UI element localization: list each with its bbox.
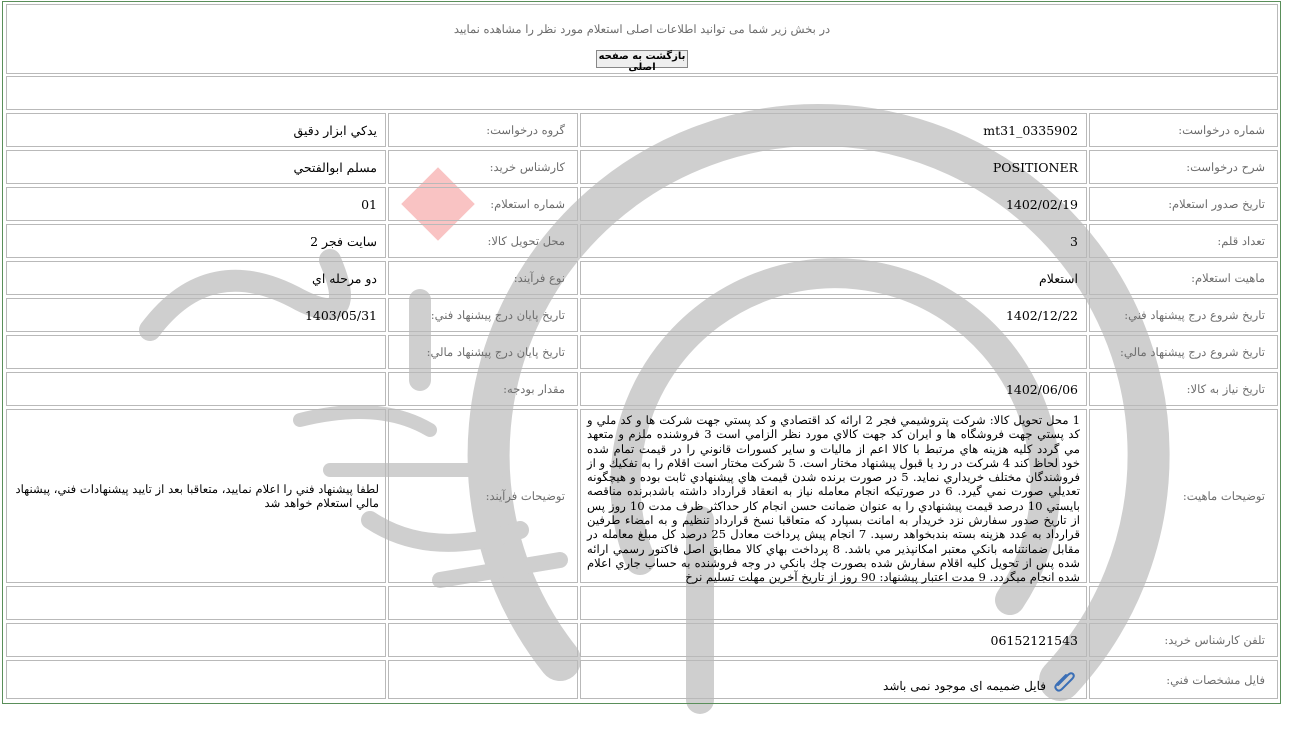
process-description-value: لطفا پيشنهاد فني را اعلام نماييد، متعاقبا بعد از تاييد پيشنهادات فني، پيشنهاد مالي استعلام خواهد شد: [6, 409, 386, 583]
inquiry-nature-value: استعلام: [580, 261, 1087, 295]
fin-end-date-label: تاريخ پايان درج پيشنهاد مالي:: [388, 335, 578, 369]
inquiry-number-label: شماره استعلام:: [388, 187, 578, 221]
budget-label: مقدار بودجه:: [388, 372, 578, 406]
file-row-left-value: [6, 660, 386, 699]
process-description-label: توضيحات فرآيند:: [388, 409, 578, 583]
request-group-value: يدكي ابزار دقيق: [6, 113, 386, 147]
inquiry-nature-label: ماهيت استعلام:: [1089, 261, 1278, 295]
tech-spec-file-label: فايل مشخصات فني:: [1089, 660, 1278, 699]
fin-start-date-value: [580, 335, 1087, 369]
purchase-expert-value: مسلم ابوالفتحي: [6, 150, 386, 184]
inquiry-issue-date-value: 1402/02/19: [580, 187, 1087, 221]
request-description-label: شرح درخواست:: [1089, 150, 1278, 184]
tech-spec-file-cell: [580, 660, 1087, 699]
nature-description-label: توضيحات ماهيت:: [1089, 409, 1278, 583]
process-type-label: نوع فرآيند:: [388, 261, 578, 295]
request-number-label: شماره درخواست:: [1089, 113, 1278, 147]
phone-row-left-value: [6, 623, 386, 657]
file-row-left-label: [388, 660, 578, 699]
empty-row-left-value: [6, 586, 386, 620]
process-type-value: دو مرحله اي: [6, 261, 386, 295]
tech-start-date-label: تاريخ شروع درج پيشنهاد فني:: [1089, 298, 1278, 332]
paperclip-icon[interactable]: [1052, 667, 1078, 693]
fin-start-date-label: تاريخ شروع درج پيشنهاد مالي:: [1089, 335, 1278, 369]
delivery-place-label: محل تحويل كالا:: [388, 224, 578, 258]
inquiry-issue-date-label: تاريخ صدور استعلام:: [1089, 187, 1278, 221]
fin-end-date-value: [6, 335, 386, 369]
delivery-place-value: سايت فجر 2: [6, 224, 386, 258]
tech-start-date-value: 1402/12/22: [580, 298, 1087, 332]
need-date-label: تاريخ نياز به كالا:: [1089, 372, 1278, 406]
nature-description-value-cell: [580, 409, 1087, 583]
request-group-label: گروه درخواست:: [388, 113, 578, 147]
tech-end-date-value: 1403/05/31: [6, 298, 386, 332]
purchase-expert-label: كارشناس خريد:: [388, 150, 578, 184]
empty-row-right-value: [580, 586, 1087, 620]
phone-row-left-label: [388, 623, 578, 657]
need-date-value: 1402/06/06: [580, 372, 1087, 406]
back-to-home-button[interactable]: بازگشت به صفحه اصلی: [596, 50, 688, 68]
inquiry-number-value: 01: [6, 187, 386, 221]
spacer-row: [6, 76, 1278, 110]
budget-value: [6, 372, 386, 406]
expert-phone-value: 06152121543: [580, 623, 1087, 657]
empty-row-left-label: [388, 586, 578, 620]
tech-spec-file-value: فایل ضمیمه ای موجود نمی باشد: [883, 678, 1046, 693]
request-number-value: mt31_0335902: [580, 113, 1087, 147]
empty-row-right-label: [1089, 586, 1278, 620]
intro-message: در بخش زیر شما می توانید اطلاعات اصلی استعلام مورد نظر را مشاهده نمایید: [453, 22, 831, 36]
nature-description-value: 1 محل تحويل كالا: شركت پتروشيمي فجر 2 ارائه كد اقتصادي و كد پستي جهت شركت ها و كد ملي و كد پستي جهت فروشگاه ها و ايران كد جهت كالاي مورد نظر الزامي است 3 فروشنده ملزم و متعهد مي گردد كليه هزينه هاي مرتبط با كالا اعم از ماليات و ساير كسورات قانوني را در قيمت تمام شده خود لحاظ كند 4 شركت در رد يا قبول پيشنهاد مختار است. 5 شركت مختار است اقلام را به تفكيك و از فروشندگان مختلف خريداري نمايد. 5 در صورت برنده شدن قيمت هاي پيشنهادي ثابت بوده و هيچگونه تعديلي صورت نمي گيرد. 6 در صورتيكه انجام معامله نياز به انعقاد قرارداد داشته باشدبرنده مناقصه بايستي 10 درصد قيمت پيشنهادي را به عنوان ضمانت حسن انجام كار حداكثر ظرف مدت 10 روز پس از تاريخ صدور سفارش نزد خريدار به امانت بسپارد كه متعاقبا نسخ قرارداد تنظيم و به امضاء طرفين قرارداد به عدد هزينه بسته بندبخواهد رسيد. 7 انجام پيش پرداخت معادل 25 درصد كل مبلغ معامله در مقابل ضمانتنامه بانكي معتبر امكانپذير مي باشد. 8 پرداخت بهاي كالا مطابق اصل فاكتور رسمي ارائه شده پس از تحويل كليه اقلام سفارش شده بصورت چك بانكي در وجه فروشنده به حساب جاري اعلام شده انجام ميگردد. 9 مدت اعتبار پيشنهاد: 90 روز از تاريخ آخرين مهلت تسليم نرخ: [587, 413, 1081, 585]
tech-end-date-label: تاريخ پايان درج پيشنهاد فني:: [388, 298, 578, 332]
expert-phone-label: تلفن كارشناس خريد:: [1089, 623, 1278, 657]
request-description-value: POSITIONER: [580, 150, 1087, 184]
item-count-value: 3: [580, 224, 1087, 258]
item-count-label: تعداد قلم:: [1089, 224, 1278, 258]
